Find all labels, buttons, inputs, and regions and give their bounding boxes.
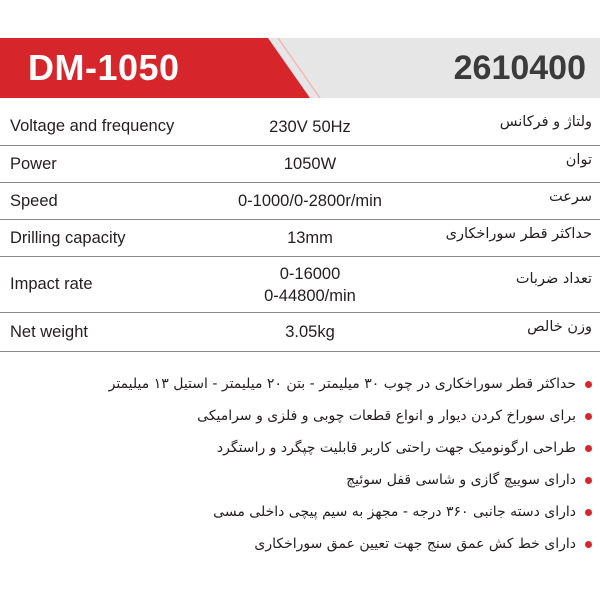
spec-row-impact-rate — [0, 257, 600, 313]
red-bullet-icon — [585, 541, 592, 548]
spec-table — [0, 108, 600, 352]
product-code: 2610400 — [453, 49, 586, 87]
spec-label-fa: ولتاژ و فرکانس — [499, 114, 592, 130]
spec-value-line: 0-16000 — [279, 264, 341, 283]
feature-item — [2, 400, 592, 432]
spec-value-line: 0-1000/0-2800r/min — [237, 192, 382, 210]
red-bullet-icon — [585, 445, 592, 452]
feature-text: حداکثر قطر سوراخکاری در چوب ۳۰ میلیمتر - بتن ۲۰ میلیمتر - استیل ۱۳ میلیمتر — [108, 376, 576, 392]
spec-label-en: Power — [10, 154, 57, 173]
spec-value — [205, 257, 415, 312]
red-bullet-icon — [585, 477, 592, 484]
red-bullet-icon — [585, 381, 592, 388]
spec-value — [205, 183, 415, 219]
spec-value — [205, 108, 415, 145]
spec-row-power — [0, 146, 600, 183]
spec-row-speed — [0, 183, 600, 220]
spec-row-voltage — [0, 108, 600, 146]
spec-value — [205, 146, 415, 182]
feature-item — [2, 528, 592, 560]
feature-item — [2, 368, 592, 400]
red-bullet-icon — [585, 413, 592, 420]
spec-label-fa: تعداد ضربات — [515, 271, 592, 287]
feature-item — [2, 496, 592, 528]
spec-label-en: Net weight — [10, 322, 88, 341]
spec-label-en: Voltage and frequency — [10, 117, 175, 135]
red-bullet-icon — [585, 509, 592, 516]
feature-text: برای سوراخ کردن دیوار و انواع قطعات چوبی و فلزی و سرامیکی — [197, 408, 576, 424]
spec-value-line: 13mm — [287, 229, 333, 247]
feature-text: طراحی ارگونومیک جهت راحتی کاربر قابلیت چپگرد و راستگرد — [216, 440, 576, 456]
spec-value-line: 0-44800/min — [264, 286, 356, 305]
feature-text: دارای خط کش عمق سنج جهت تعیین عمق سوراخکاری — [254, 536, 576, 552]
header-banner — [0, 38, 600, 98]
spec-label-fa: حداکثر قطر سوراخکاری — [445, 226, 592, 242]
feature-list — [2, 368, 592, 560]
spec-value-line: 3.05kg — [285, 323, 335, 341]
feature-item — [2, 464, 592, 496]
spec-label-en: Impact rate — [10, 275, 93, 293]
spec-label-fa: توان — [565, 152, 592, 168]
spec-label-fa: سرعت — [548, 189, 592, 205]
spec-label-en: Speed — [10, 191, 58, 210]
spec-value — [205, 220, 415, 256]
spec-row-drilling-capacity — [0, 220, 600, 257]
model-name: DM-1050 — [28, 47, 180, 88]
spec-value-line: 1050W — [283, 155, 337, 173]
feature-text: دارای دسته جانبی ۳۶۰ درجه - مجهز به سیم پیچی داخلی مسی — [213, 504, 576, 520]
spec-value — [205, 313, 415, 351]
spec-label-fa: وزن خالص — [527, 319, 592, 335]
feature-item — [2, 432, 592, 464]
feature-text: دارای سوییچ گازی و شاسی قفل سوئیچ — [346, 472, 576, 488]
spec-value-line: 230V 50Hz — [269, 117, 351, 136]
spec-label-en: Drilling capacity — [10, 228, 126, 247]
spec-row-net-weight — [0, 313, 600, 352]
